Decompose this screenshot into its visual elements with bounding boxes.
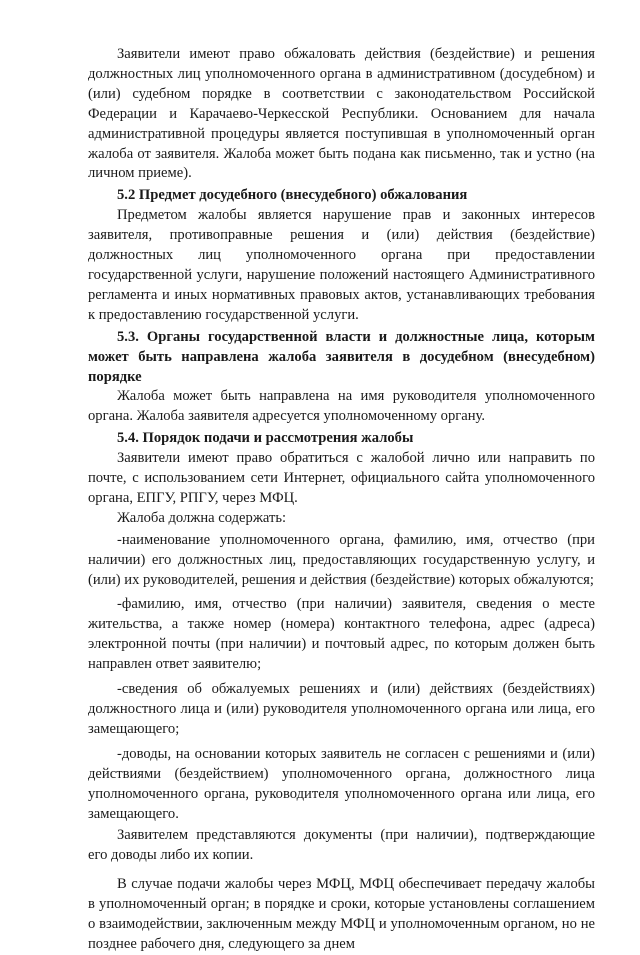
paragraph-documents: Заявителем представляются документы (при наличии), подтверждающие его доводы либо их копии.	[88, 827, 595, 864]
list-item: -фамилию, имя, отчество (при наличии) заявителя, сведения о месте жительства, а также номер (номера) контактного телефона, адрес (адреса) электронной почты (при наличии) и почтовый адрес, по которым должен быть направлен ответ заявителю;	[88, 596, 595, 673]
paragraph-5-2: Предметом жалобы является нарушение прав и законных интересов заявителя, противоправные решения и (или) действия (бездействие) должностных лиц уполномоченного органа при предоставлении государственной услуги, нарушение положений настоящего Административного регламента и иных нормативных правовых актов, устанавливающих требования к предоставлению государственной услуги.	[88, 207, 595, 323]
document-body	[88, 45, 595, 955]
list-item: -наименование уполномоченного органа, фамилию, имя, отчество (при наличии) его должностных лиц, предоставляющих государственную услугу, и (или) их руководителей, решения и действия (бездействие) которых обжалуются;	[88, 531, 595, 588]
heading-5-4: 5.4. Порядок подачи и рассмотрения жалобы	[117, 430, 414, 447]
heading-5-3: 5.3. Органы государственной власти и должностные лица, которым может быть направлена жалоба заявителя в досудебном (внесудебном) порядке	[88, 328, 595, 385]
paragraph-5-4-contents-intro: Жалоба должна содержать:	[117, 509, 287, 526]
heading-5-2: 5.2 Предмет досудебного (внесудебного) обжалования	[117, 187, 468, 204]
list-item: -доводы, на основании которых заявитель не согласен с решениями и (или) действиями (бездействием) уполномоченного органа, должностного лица уполномоченного органа, руководителя уполномоченного органа или лица, его замещающего.	[88, 745, 595, 822]
paragraph-mfc: В случае подачи жалобы через МФЦ, МФЦ обеспечивает передачу жалобы в уполномоченный орган; в порядке и сроки, которые установлены соглашением о взаимодействии, заключенным между МФЦ и уполномоченным органом, но не позднее рабочего дня, следующего за днем	[88, 876, 595, 952]
paragraph-5-4-submission: Заявители имеют право обратиться с жалобой лично или направить по почте, с использованием сети Интернет, официального сайта уполномоченного органа, ЕПГУ, РПГУ, через МФЦ.	[88, 450, 595, 506]
paragraph-appeal-rights: Заявители имеют право обжаловать действия (бездействие) и решения должностных лиц уполномоченного органа в административном (досудебном) и (или) судебном порядке в соответствии с законодательством Российской Федерации и Карачаево-Черкесской Республики. Основанием для начала административной процедуры является поступившая в уполномоченный орган жалоба от заявителя. Жалоба может быть подана как письменно, так и устно (на личном приеме).	[88, 46, 595, 182]
paragraph-5-3: Жалоба может быть направлена на имя руководителя уполномоченного органа. Жалоба заявителя адресуется уполномоченному органу.	[88, 388, 595, 425]
list-item: -сведения об обжалуемых решениях и (или) действиях (бездействиях) должностного лица и (или) руководителя уполномоченного органа или лица, его замещающего;	[88, 681, 595, 737]
